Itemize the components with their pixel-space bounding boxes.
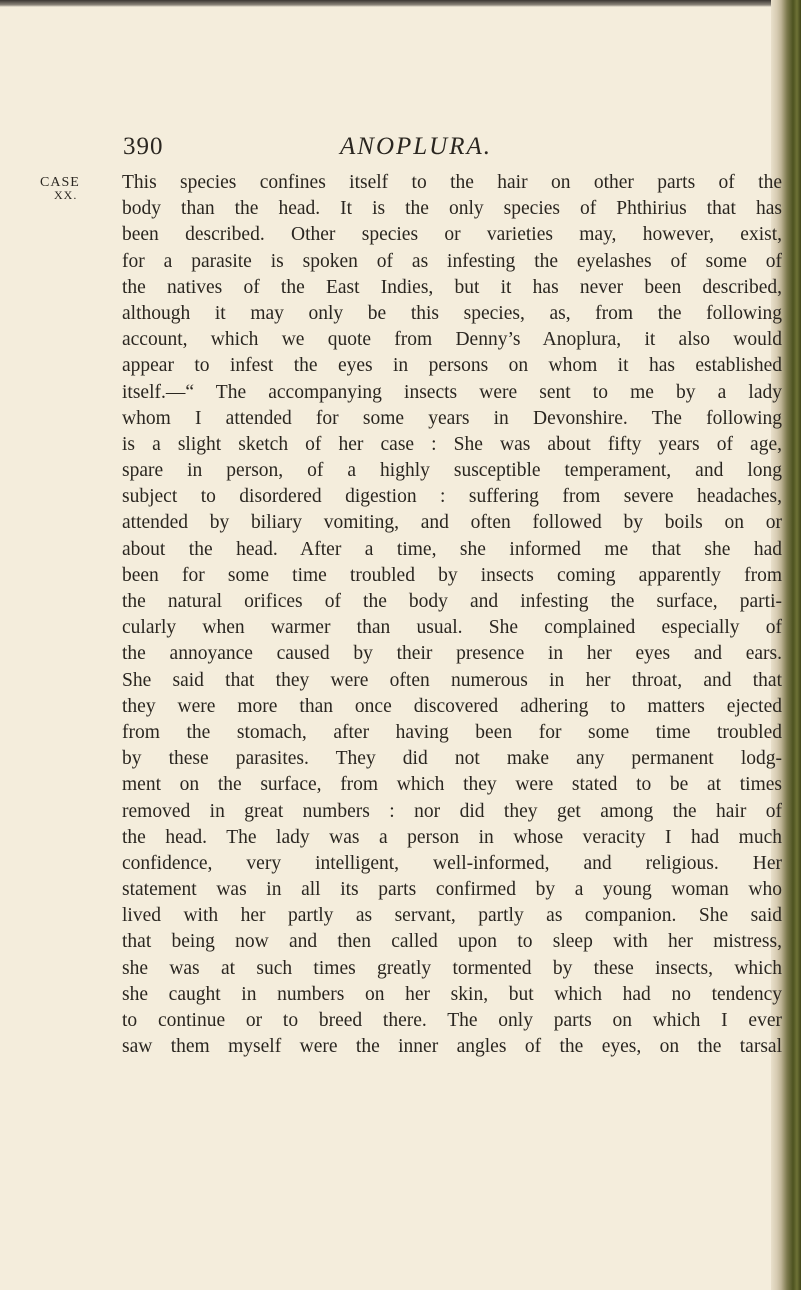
text-line: lived with her partly as servant, partly as companion. She said — [122, 905, 782, 927]
text-line: appear to infest the eyes in persons on whom it has established — [122, 355, 782, 377]
text-line: been described. Other species or varieties may, however, exist, — [122, 224, 782, 246]
text-line: although it may only be this species, as, from the following — [122, 302, 782, 324]
text-line: she was at such times greatly tormented by these insects, which — [122, 957, 782, 979]
text-line: that being now and then called upon to sleep with her mistress, — [122, 931, 782, 953]
text-line: they were more than once discovered adhering to matters ejected — [122, 695, 782, 717]
text-line: from the stomach, after having been for some time troubled — [122, 721, 782, 743]
margin-note-line-1: CASE — [40, 175, 80, 190]
text-line: This species confines itself to the hair on other parts of the — [122, 172, 782, 193]
text-line: been for some time troubled by insects coming apparently from — [122, 564, 782, 586]
text-line: to continue or to breed there. The only parts on which I ever — [122, 1010, 782, 1031]
page-top-edge — [0, 0, 801, 7]
page-number: 390 — [123, 133, 164, 160]
body-text — [122, 170, 782, 1060]
text-line: for a parasite is spoken of as infesting the eyelashes of some of — [122, 250, 782, 272]
text-line: by these parasites. They did not make any permanent lodg- — [122, 748, 782, 770]
text-line: cularly when warmer than usual. She complained especially of — [122, 617, 782, 639]
margin-note — [40, 177, 100, 201]
text-line: the natural orifices of the body and infesting the surface, parti- — [122, 591, 782, 612]
text-line: statement was in all its parts confirmed by a young woman who — [122, 879, 782, 901]
page-header — [0, 133, 770, 165]
text-line: spare in person, of a highly susceptible temperament, and long — [122, 460, 782, 482]
text-line: attended by biliary vomiting, and often followed by boils on or — [122, 512, 782, 534]
text-line: removed in great numbers : nor did they get among the hair of — [122, 800, 782, 822]
text-line: body than the head. It is the only species of Phthirius that has — [122, 198, 782, 220]
text-line: subject to disordered digestion : suffering from severe headaches, — [122, 486, 782, 508]
margin-note-line-2: XX. — [54, 188, 78, 202]
text-line: she caught in numbers on her skin, but which had no tendency — [122, 983, 782, 1005]
text-line: the head. The lady was a person in whose veracity I had much — [122, 826, 782, 848]
text-line: is a slight sketch of her case : She was about fifty years of age, — [122, 433, 782, 455]
text-line: saw them myself were the inner angles of the eyes, on the tarsal — [122, 1036, 782, 1058]
text-line: itself.—“ The accompanying insects were sent to me by a lady — [122, 381, 782, 403]
text-line: She said that they were often numerous in her throat, and that — [122, 669, 782, 691]
running-title: ANOPLURA. — [340, 133, 493, 160]
text-line: ment on the surface, from which they were stated to be at times — [122, 774, 782, 796]
text-line: the annoyance caused by their presence in her eyes and ears. — [122, 643, 782, 665]
text-line: whom I attended for some years in Devonshire. The following — [122, 407, 782, 429]
text-line: account, which we quote from Denny’s Anoplura, it also would — [122, 329, 782, 351]
text-line: confidence, very intelligent, well-informed, and religious. Her — [122, 852, 782, 874]
text-line: about the head. After a time, she informed me that she had — [122, 538, 782, 560]
text-line: the natives of the East Indies, but it has never been described, — [122, 276, 782, 298]
